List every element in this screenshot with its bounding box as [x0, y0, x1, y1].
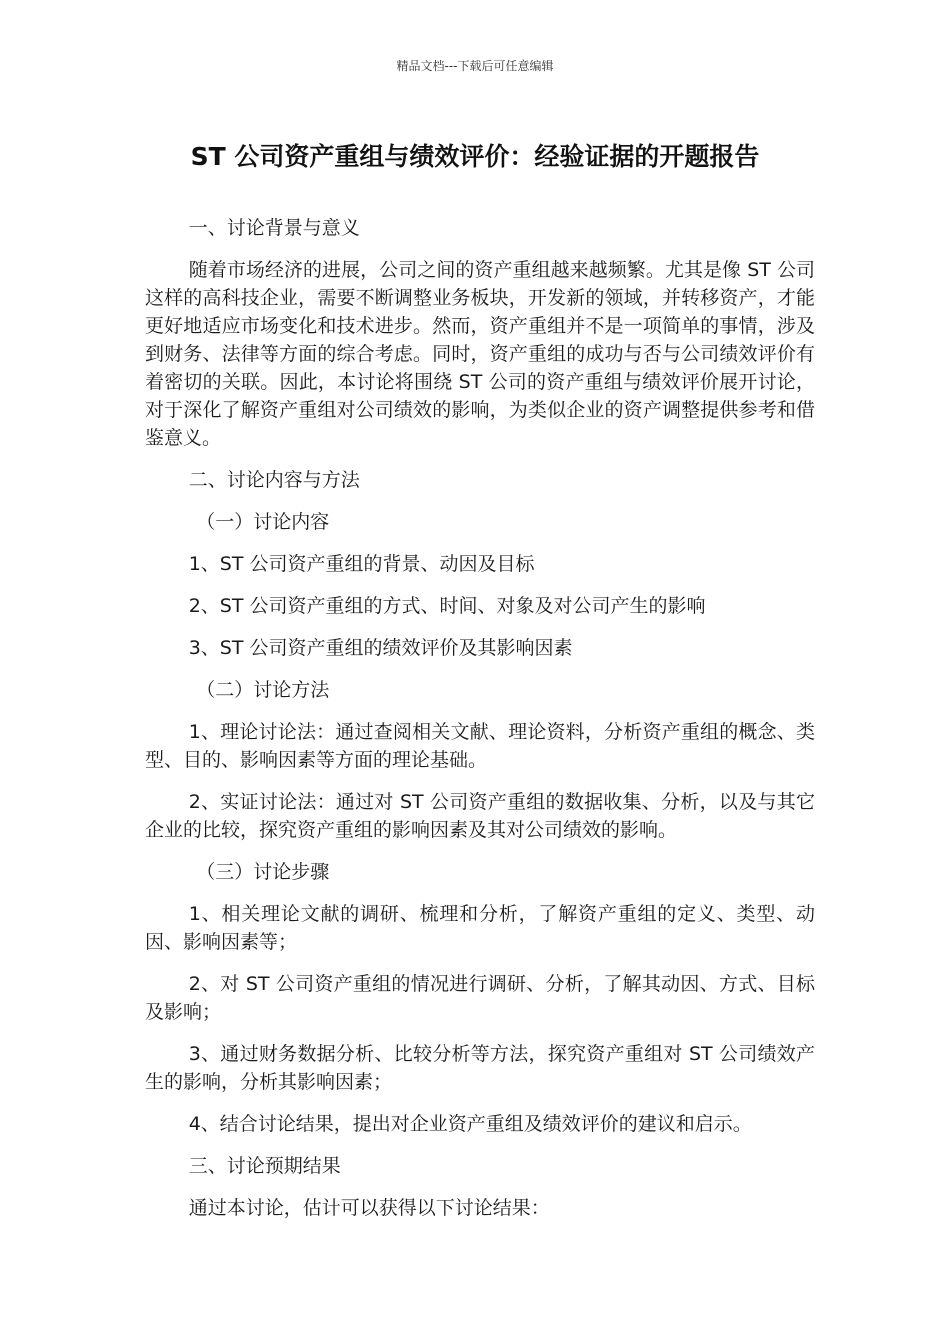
section-heading-1: 一、讨论背景与意义 [188, 217, 360, 239]
subsection-heading-steps: （三）讨论步骤 [196, 861, 330, 883]
subsection-heading-content: （一）讨论内容 [196, 511, 330, 533]
document-title: ST 公司资产重组与绩效评价：经验证据的开题报告 [190, 142, 760, 171]
header-note: 精品文档---下载后可任意编辑 [396, 59, 554, 73]
list-item: 3、通过财务数据分析、比较分析等方法，探究资产重组对 ST 公司绩效产生的影响，分析其影响因素； [145, 1043, 815, 1093]
list-item: 2、实证讨论法：通过对 ST 公司资产重组的数据收集、分析，以及与其它企业的比较，探究资产重组的影响因素及其对公司绩效的影响。 [145, 791, 815, 841]
list-item: 1、理论讨论法：通过查阅相关文献、理论资料，分析资产重组的概念、类型、目的、影响因素等方面的理论基础。 [145, 721, 815, 771]
section-heading-3: 三、讨论预期结果 [188, 1155, 341, 1177]
list-item: 1、ST 公司资产重组的背景、动因及目标 [188, 553, 535, 575]
list-item: 3、ST 公司资产重组的绩效评价及其影响因素 [188, 637, 573, 659]
results-intro-paragraph: 通过本讨论，估计可以获得以下讨论结果： [188, 1197, 550, 1219]
background-paragraph: 随着市场经济的进展，公司之间的资产重组越来越频繁。尤其是像 ST 公司这样的高科技企业，需要不断调整业务板块，开发新的领域，并转移资产，才能更好地适应市场变化和技术进步。然而，资产重组并不是一项简单的事情，涉及到财务、法律等方面的综合考虑。同时，资产重组的成功与否与公司绩效评价有着密切的关联。因此，本讨论将围绕 ST 公司的资产重组与绩效评价展开讨论，对于深化了解资产重组对公司绩效的影响，为类似企业的资产调整提供参考和借鉴意义。 [145, 259, 815, 449]
list-item: 1、相关理论文献的调研、梳理和分析，了解资产重组的定义、类型、动因、影响因素等； [145, 903, 815, 953]
document-body [145, 214, 815, 1236]
list-item: 2、ST 公司资产重组的方式、时间、对象及对公司产生的影响 [188, 595, 706, 617]
subsection-heading-method: （二）讨论方法 [196, 679, 330, 701]
list-item: 4、结合讨论结果，提出对企业资产重组及绩效评价的建议和启示。 [188, 1113, 752, 1135]
list-item: 2、对 ST 公司资产重组的情况进行调研、分析，了解其动因、方式、目标及影响； [145, 973, 815, 1023]
section-heading-2: 二、讨论内容与方法 [188, 469, 360, 491]
